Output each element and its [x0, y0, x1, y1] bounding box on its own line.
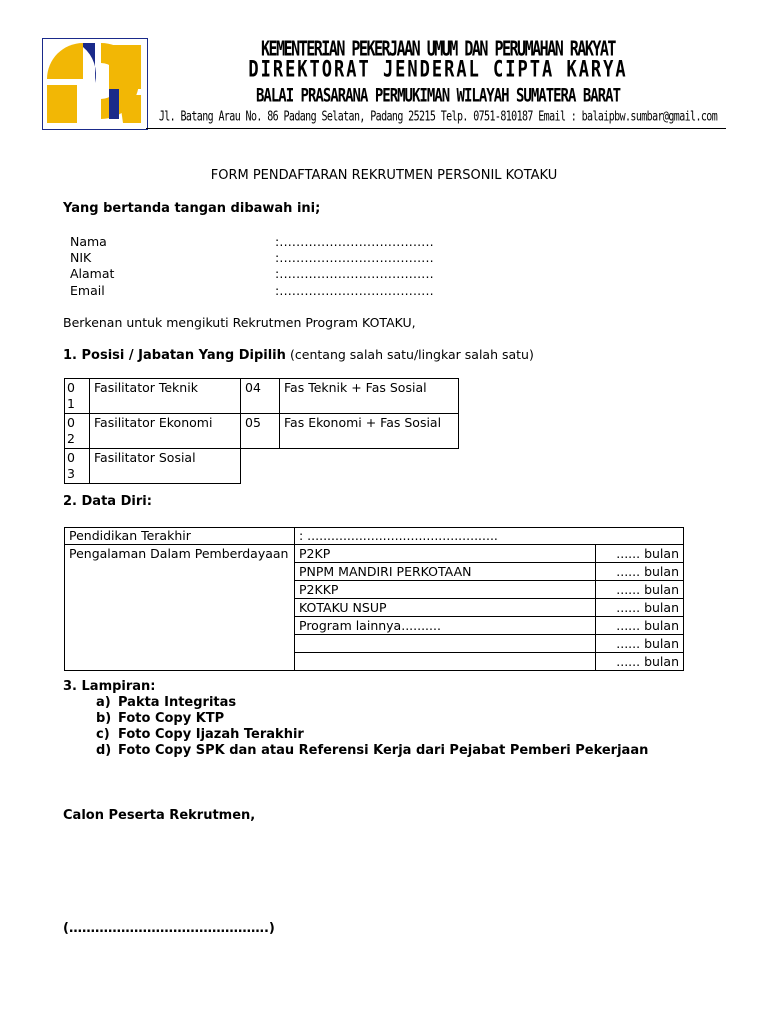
- section3-heading: 3. Lampiran:: [63, 679, 156, 694]
- position-code[interactable]: [65, 414, 90, 449]
- position-code-digit: 1: [67, 396, 75, 411]
- consent-text: Berkenan untuk mengikuti Rekrutmen Program KOTAKU,: [63, 315, 416, 330]
- table-row: [65, 545, 684, 563]
- list-item: [96, 711, 648, 727]
- field-alamat[interactable]: :.....................................: [275, 266, 434, 281]
- lampiran-list: [96, 695, 648, 759]
- position-table: [64, 378, 459, 484]
- section1-note: (centang salah satu/lingkar salah satu): [290, 347, 534, 362]
- signature-line[interactable]: (……………………………………….): [63, 921, 275, 936]
- empty-cell: [241, 449, 280, 484]
- position-code-digit: 2: [67, 431, 75, 446]
- list-marker: a): [96, 695, 111, 710]
- label-alamat: Alamat: [70, 266, 115, 281]
- position-code-digit: 0: [67, 415, 75, 430]
- position-code[interactable]: [65, 379, 90, 414]
- program-duration[interactable]: ...... bulan: [595, 617, 683, 635]
- program-name: P2KKP: [295, 581, 596, 599]
- program-name[interactable]: [295, 653, 596, 671]
- field-nama[interactable]: :.....................................: [275, 234, 434, 249]
- position-label: Fasilitator Teknik: [90, 379, 241, 414]
- field-nik[interactable]: :.....................................: [275, 250, 434, 265]
- position-code[interactable]: 05: [241, 414, 280, 449]
- data-diri-table: [64, 527, 684, 671]
- program-name[interactable]: [295, 635, 596, 653]
- table-row: [65, 449, 459, 484]
- table-row: [65, 379, 459, 414]
- program-duration[interactable]: ...... bulan: [595, 545, 683, 563]
- empty-cell: [280, 449, 459, 484]
- program-name[interactable]: Program lainnya..........: [295, 617, 596, 635]
- list-marker: d): [96, 743, 112, 758]
- letterhead-ministry: KEMENTERIAN PEKERJAAN UMUM DAN PERUMAHAN RAKYAT: [261, 36, 615, 62]
- program-duration[interactable]: ...... bulan: [595, 599, 683, 617]
- pengalaman-label: Pengalaman Dalam Pemberdayaan: [65, 545, 295, 671]
- position-code-digit: 0: [67, 450, 75, 465]
- letterhead-office: BALAI PRASARANA PERMUKIMAN WILAYAH SUMATERA BARAT: [255, 85, 620, 107]
- form-title: FORM PENDAFTARAN REKRUTMEN PERSONIL KOTAKU: [210, 168, 558, 183]
- lampiran-text: Foto Copy KTP: [118, 711, 225, 726]
- label-nik: NIK: [70, 250, 92, 265]
- ministry-logo: [42, 38, 148, 130]
- list-item: [96, 743, 648, 759]
- program-duration[interactable]: ...... bulan: [595, 653, 683, 671]
- pendidikan-field[interactable]: : ................................................: [295, 528, 684, 545]
- list-marker: c): [96, 727, 110, 742]
- table-row: [65, 528, 684, 545]
- position-label: Fasilitator Ekonomi: [90, 414, 241, 449]
- closing-text: Calon Peserta Rekrutmen,: [63, 808, 256, 823]
- intro-text: Yang bertanda tangan dibawah ini;: [63, 201, 321, 216]
- lampiran-text: Foto Copy Ijazah Terakhir: [118, 727, 304, 742]
- position-label: Fas Teknik + Fas Sosial: [280, 379, 459, 414]
- section1-heading: [63, 347, 534, 363]
- position-label: Fas Ekonomi + Fas Sosial: [280, 414, 459, 449]
- label-email: Email: [70, 283, 105, 298]
- program-name: KOTAKU NSUP: [295, 599, 596, 617]
- pendidikan-label: Pendidikan Terakhir: [65, 528, 295, 545]
- lampiran-text: Pakta Integritas: [118, 695, 237, 710]
- program-duration[interactable]: ...... bulan: [595, 635, 683, 653]
- position-label: Fasilitator Sosial: [90, 449, 241, 484]
- field-email[interactable]: :.....................................: [275, 283, 434, 298]
- position-code-digit: 3: [67, 466, 75, 481]
- list-item: [96, 727, 648, 743]
- table-row: [65, 414, 459, 449]
- section2-heading: 2. Data Diri:: [63, 494, 152, 509]
- program-name: P2KP: [295, 545, 596, 563]
- label-nama: Nama: [70, 234, 107, 249]
- list-marker: b): [96, 711, 112, 726]
- pu-logo-icon: [43, 39, 147, 129]
- program-duration[interactable]: ...... bulan: [595, 563, 683, 581]
- lampiran-text: Foto Copy SPK dan atau Referensi Kerja dari Pejabat Pemberi Pekerjaan: [118, 743, 649, 758]
- program-name: PNPM MANDIRI PERKOTAAN: [295, 563, 596, 581]
- letterhead-address: Jl. Batang Arau No. 86 Padang Selatan, Padang 25215 Telp. 0751-810187 Email : balaipbw.sumbar@gmail.com: [158, 110, 718, 125]
- list-item: [96, 695, 648, 711]
- letterhead-directorate: DIREKTORAT JENDERAL CIPTA KARYA: [248, 57, 628, 83]
- position-code-digit: 0: [67, 380, 75, 395]
- position-code[interactable]: 04: [241, 379, 280, 414]
- position-code[interactable]: [65, 449, 90, 484]
- letterhead-divider: [146, 128, 726, 129]
- section1-title: 1. Posisi / Jabatan Yang Dipilih: [63, 348, 286, 363]
- program-duration[interactable]: ...... bulan: [595, 581, 683, 599]
